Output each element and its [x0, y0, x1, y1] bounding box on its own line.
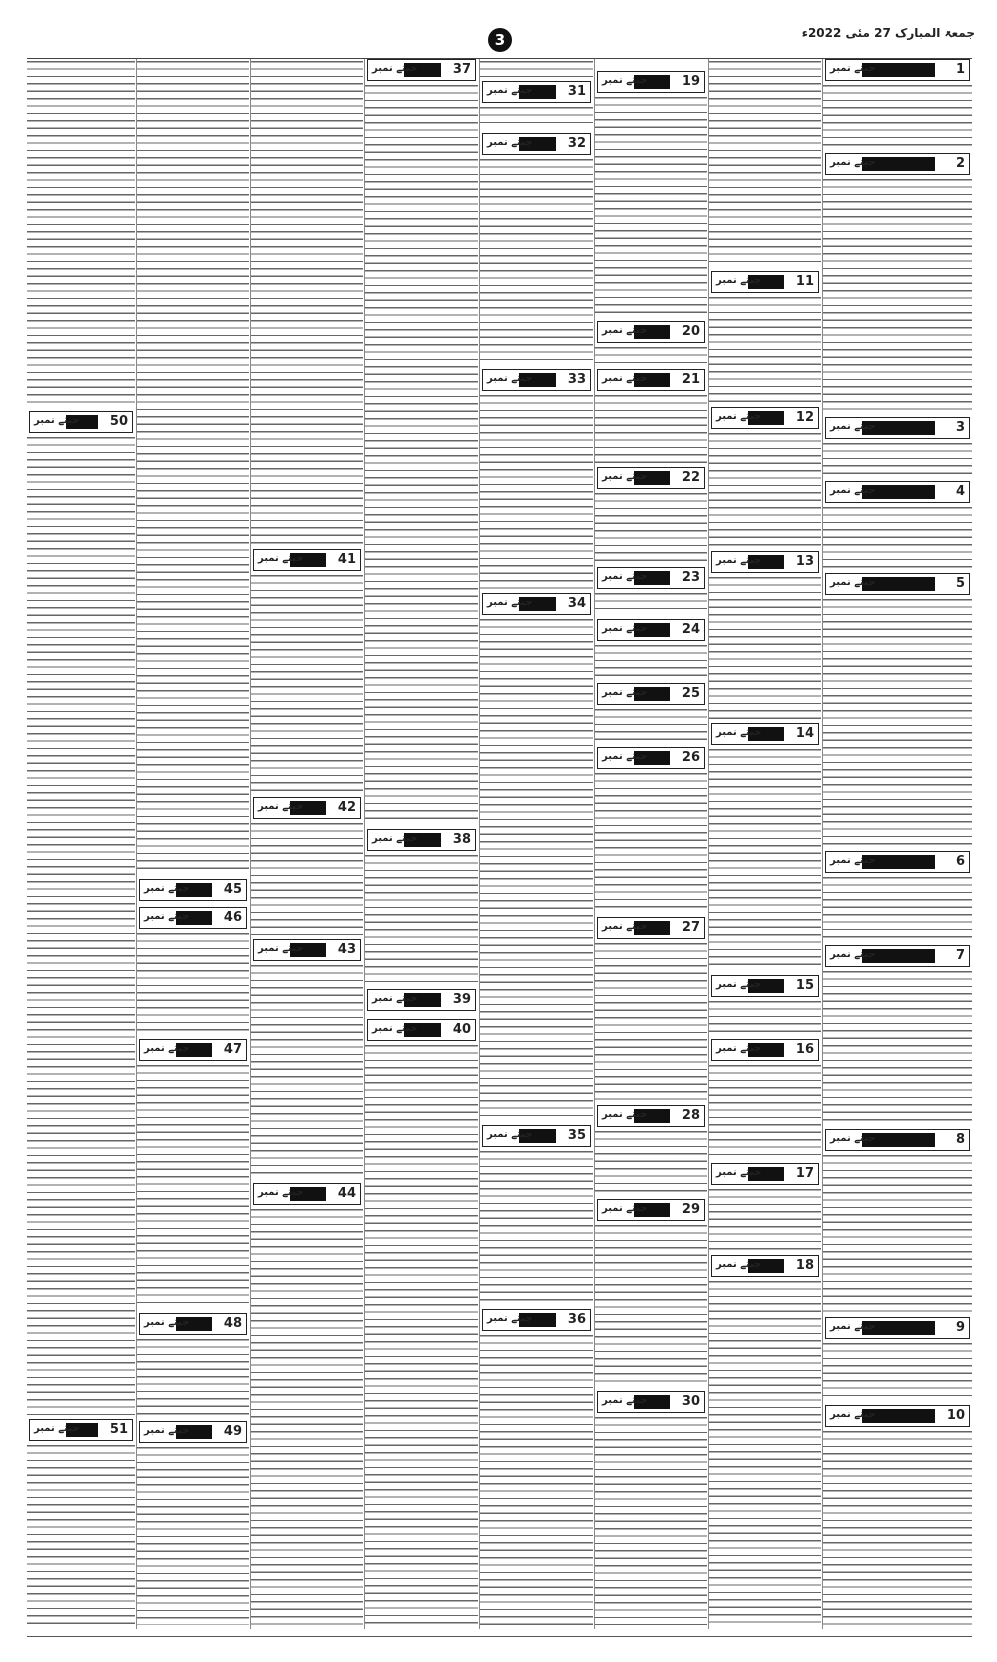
badge-number: 41	[337, 552, 356, 567]
badge-label: جیتے نمبر	[34, 415, 80, 426]
result-number-badge	[825, 1317, 970, 1339]
text-block	[365, 855, 478, 985]
text-block	[27, 1445, 135, 1625]
badge-label: جیتے نمبر	[830, 855, 876, 866]
column-2	[137, 59, 249, 1629]
text-block	[480, 159, 593, 365]
badge-label: جیتے نمبر	[487, 597, 533, 608]
badge-label: جیتے نمبر	[830, 157, 876, 168]
badge-label: جیتے نمبر	[34, 1423, 80, 1434]
text-block	[595, 1225, 707, 1387]
badge-number: 46	[223, 910, 242, 925]
text-block	[480, 395, 593, 589]
badge-number: 5	[955, 576, 965, 591]
result-number-badge	[597, 1199, 705, 1221]
badge-label: جیتے نمبر	[830, 1409, 876, 1420]
result-number-badge	[597, 1105, 705, 1127]
badge-number: 1	[955, 62, 965, 77]
column-7	[709, 59, 821, 1629]
badge-number: 13	[795, 554, 814, 569]
badge-number: 14	[795, 726, 814, 741]
text-block	[595, 773, 707, 913]
result-number-badge	[825, 945, 970, 967]
footer-rule	[27, 1636, 972, 1637]
badge-number: 6	[955, 854, 965, 869]
text-block	[595, 97, 707, 317]
result-number-badge	[711, 1163, 819, 1185]
badge-label: جیتے نمبر	[258, 943, 304, 954]
badge-number: 42	[337, 800, 356, 815]
text-block	[137, 933, 249, 1035]
badge-label: جیتے نمبر	[372, 63, 418, 74]
result-number-badge	[597, 321, 705, 343]
badge-number: 40	[452, 1022, 471, 1037]
result-number-badge	[825, 417, 970, 439]
badge-number: 21	[681, 372, 700, 387]
column-rule	[250, 59, 251, 1629]
text-block	[595, 943, 707, 1101]
text-block	[709, 297, 821, 403]
badge-label: جیتے نمبر	[602, 75, 648, 86]
text-block	[251, 61, 363, 545]
issue-date: جمعۃ المبارک 27 مئی 2022ء	[801, 26, 975, 40]
badge-label: جیتے نمبر	[487, 137, 533, 148]
badge-number: 8	[955, 1132, 965, 1147]
result-number-badge	[253, 549, 361, 571]
text-block	[480, 619, 593, 1121]
result-number-badge	[597, 683, 705, 705]
text-block	[595, 395, 707, 463]
badge-label: جیتے نمبر	[258, 801, 304, 812]
badge-label: جیتے نمبر	[144, 911, 190, 922]
result-number-badge	[139, 1313, 247, 1335]
result-number-badge	[139, 1039, 247, 1061]
result-number-badge	[139, 907, 247, 929]
text-block	[709, 749, 821, 971]
badge-number: 22	[681, 470, 700, 485]
result-number-badge	[825, 573, 970, 595]
result-number-badge	[711, 551, 819, 573]
badge-label: جیتے نمبر	[487, 1129, 533, 1140]
text-block	[709, 433, 821, 547]
result-number-badge	[29, 411, 133, 433]
badge-label: جیتے نمبر	[830, 63, 876, 74]
text-block	[823, 443, 972, 477]
badge-number: 9	[955, 1320, 965, 1335]
result-number-badge	[29, 1419, 133, 1441]
badge-label: جیتے نمبر	[602, 325, 648, 336]
text-block	[251, 965, 363, 1179]
badge-label: جیتے نمبر	[830, 1133, 876, 1144]
result-number-badge	[597, 1391, 705, 1413]
result-number-badge	[597, 467, 705, 489]
badge-label: جیتے نمبر	[716, 1043, 762, 1054]
badge-label: جیتے نمبر	[602, 471, 648, 482]
badge-number: 12	[795, 410, 814, 425]
result-number-badge	[367, 59, 476, 81]
text-block	[365, 1045, 478, 1625]
column-rule	[136, 59, 137, 1629]
badge-number: 44	[337, 1186, 356, 1201]
result-number-badge	[825, 59, 970, 81]
badge-number: 7	[955, 948, 965, 963]
text-block	[595, 593, 707, 615]
badge-label: جیتے نمبر	[830, 949, 876, 960]
text-block	[823, 877, 972, 941]
badge-label: جیتے نمبر	[602, 373, 648, 384]
badge-number: 3	[955, 420, 965, 435]
badge-number: 38	[452, 832, 471, 847]
badge-label: جیتے نمبر	[602, 921, 648, 932]
badge-number: 28	[681, 1108, 700, 1123]
result-number-badge	[597, 369, 705, 391]
result-number-badge	[711, 975, 819, 997]
result-number-badge	[825, 851, 970, 873]
badge-label: جیتے نمبر	[602, 1109, 648, 1120]
badge-number: 49	[223, 1424, 242, 1439]
badge-number: 32	[567, 136, 586, 151]
badge-label: جیتے نمبر	[602, 623, 648, 634]
column-rule	[594, 59, 595, 1629]
text-block	[480, 1151, 593, 1305]
result-number-badge	[253, 939, 361, 961]
badge-number: 50	[109, 414, 128, 429]
badge-label: جیتے نمبر	[372, 993, 418, 1004]
badge-number: 45	[223, 882, 242, 897]
text-block	[480, 61, 593, 77]
result-number-badge	[253, 797, 361, 819]
text-block	[595, 1417, 707, 1625]
text-block	[365, 85, 478, 825]
badge-number: 26	[681, 750, 700, 765]
text-block	[709, 1281, 821, 1625]
column-5	[480, 59, 593, 1629]
badge-label: جیتے نمبر	[487, 85, 533, 96]
badge-number: 15	[795, 978, 814, 993]
badge-label: جیتے نمبر	[716, 275, 762, 286]
result-number-badge	[597, 71, 705, 93]
badge-label: جیتے نمبر	[830, 1321, 876, 1332]
result-number-badge	[711, 1039, 819, 1061]
text-block	[823, 1431, 972, 1625]
badge-label: جیتے نمبر	[602, 1203, 648, 1214]
badge-number: 35	[567, 1128, 586, 1143]
result-number-badge	[825, 1405, 970, 1427]
badge-number: 37	[452, 62, 471, 77]
badge-label: جیتے نمبر	[716, 1259, 762, 1270]
result-number-badge	[482, 133, 591, 155]
text-block	[137, 1065, 249, 1309]
badge-number: 34	[567, 596, 586, 611]
text-block	[823, 971, 972, 1125]
text-block	[823, 507, 972, 569]
badge-number: 17	[795, 1166, 814, 1181]
badge-label: جیتے نمبر	[372, 833, 418, 844]
badge-label: جیتے نمبر	[830, 577, 876, 588]
badge-label: جیتے نمبر	[716, 555, 762, 566]
badge-label: جیتے نمبر	[830, 485, 876, 496]
badge-number: 25	[681, 686, 700, 701]
badge-number: 2	[955, 156, 965, 171]
badge-number: 24	[681, 622, 700, 637]
badge-label: جیتے نمبر	[144, 1317, 190, 1328]
badge-label: جیتے نمبر	[830, 421, 876, 432]
text-block	[137, 1447, 249, 1625]
badge-number: 18	[795, 1258, 814, 1273]
text-block	[709, 1001, 821, 1035]
badge-label: جیتے نمبر	[144, 883, 190, 894]
results-columns	[27, 58, 972, 1629]
result-number-badge	[482, 593, 591, 615]
text-block	[137, 61, 249, 875]
result-number-badge	[711, 407, 819, 429]
badge-number: 20	[681, 324, 700, 339]
badge-number: 4	[955, 484, 965, 499]
badge-label: جیتے نمبر	[716, 979, 762, 990]
badge-number: 19	[681, 74, 700, 89]
result-number-badge	[597, 747, 705, 769]
badge-number: 51	[109, 1422, 128, 1437]
badge-number: 11	[795, 274, 814, 289]
column-8	[823, 59, 972, 1629]
badge-label: جیتے نمبر	[602, 687, 648, 698]
result-number-badge	[253, 1183, 361, 1205]
text-block	[251, 575, 363, 793]
badge-label: جیتے نمبر	[487, 1313, 533, 1324]
column-rule	[822, 59, 823, 1629]
result-number-badge	[139, 1421, 247, 1443]
text-block	[709, 577, 821, 719]
badge-number: 23	[681, 570, 700, 585]
result-number-badge	[825, 1129, 970, 1151]
badge-number: 33	[567, 372, 586, 387]
text-block	[823, 179, 972, 413]
result-number-badge	[367, 1019, 476, 1041]
text-block	[709, 1065, 821, 1159]
column-4	[365, 59, 478, 1629]
column-rule	[708, 59, 709, 1629]
badge-number: 39	[452, 992, 471, 1007]
badge-label: جیتے نمبر	[258, 1187, 304, 1198]
text-block	[709, 1189, 821, 1251]
badge-label: جیتے نمبر	[602, 751, 648, 762]
text-block	[480, 1335, 593, 1625]
text-block	[823, 1155, 972, 1313]
result-number-badge	[139, 879, 247, 901]
column-6	[595, 59, 707, 1629]
text-block	[595, 645, 707, 679]
result-number-badge	[367, 989, 476, 1011]
column-1	[27, 59, 135, 1629]
badge-number: 27	[681, 920, 700, 935]
text-block	[595, 1131, 707, 1195]
text-block	[823, 1343, 972, 1401]
text-block	[27, 61, 135, 407]
badge-number: 10	[946, 1408, 965, 1423]
column-3	[251, 59, 363, 1629]
result-number-badge	[825, 481, 970, 503]
badge-number: 43	[337, 942, 356, 957]
result-number-badge	[482, 1309, 591, 1331]
result-number-badge	[711, 1255, 819, 1277]
text-block	[595, 709, 707, 743]
column-rule	[479, 59, 480, 1629]
text-block	[595, 493, 707, 563]
result-number-badge	[711, 271, 819, 293]
result-number-badge	[825, 153, 970, 175]
text-block	[823, 599, 972, 847]
badge-number: 31	[567, 84, 586, 99]
badge-number: 30	[681, 1394, 700, 1409]
badge-label: جیتے نمبر	[716, 1167, 762, 1178]
badge-number: 36	[567, 1312, 586, 1327]
badge-label: جیتے نمبر	[487, 373, 533, 384]
badge-label: جیتے نمبر	[372, 1023, 418, 1034]
badge-label: جیتے نمبر	[602, 571, 648, 582]
column-rule	[364, 59, 365, 1629]
text-block	[27, 437, 135, 1415]
text-block	[480, 107, 593, 129]
badge-label: جیتے نمبر	[258, 553, 304, 564]
badge-number: 29	[681, 1202, 700, 1217]
badge-label: جیتے نمبر	[144, 1425, 190, 1436]
result-number-badge	[482, 81, 591, 103]
text-block	[823, 85, 972, 149]
result-number-badge	[367, 829, 476, 851]
result-number-badge	[597, 619, 705, 641]
text-block	[251, 1209, 363, 1625]
text-block	[709, 61, 821, 267]
badge-label: جیتے نمبر	[716, 411, 762, 422]
result-number-badge	[597, 567, 705, 589]
badge-label: جیتے نمبر	[716, 727, 762, 738]
result-number-badge	[597, 917, 705, 939]
badge-number: 16	[795, 1042, 814, 1057]
badge-number: 48	[223, 1316, 242, 1331]
result-number-badge	[482, 369, 591, 391]
badge-label: جیتے نمبر	[602, 1395, 648, 1406]
badge-number: 47	[223, 1042, 242, 1057]
text-block	[595, 347, 707, 365]
result-number-badge	[711, 723, 819, 745]
badge-label: جیتے نمبر	[144, 1043, 190, 1054]
page-number: 3	[488, 28, 512, 52]
text-block	[251, 823, 363, 935]
result-number-badge	[482, 1125, 591, 1147]
text-block	[137, 1339, 249, 1417]
page-header	[0, 0, 997, 49]
